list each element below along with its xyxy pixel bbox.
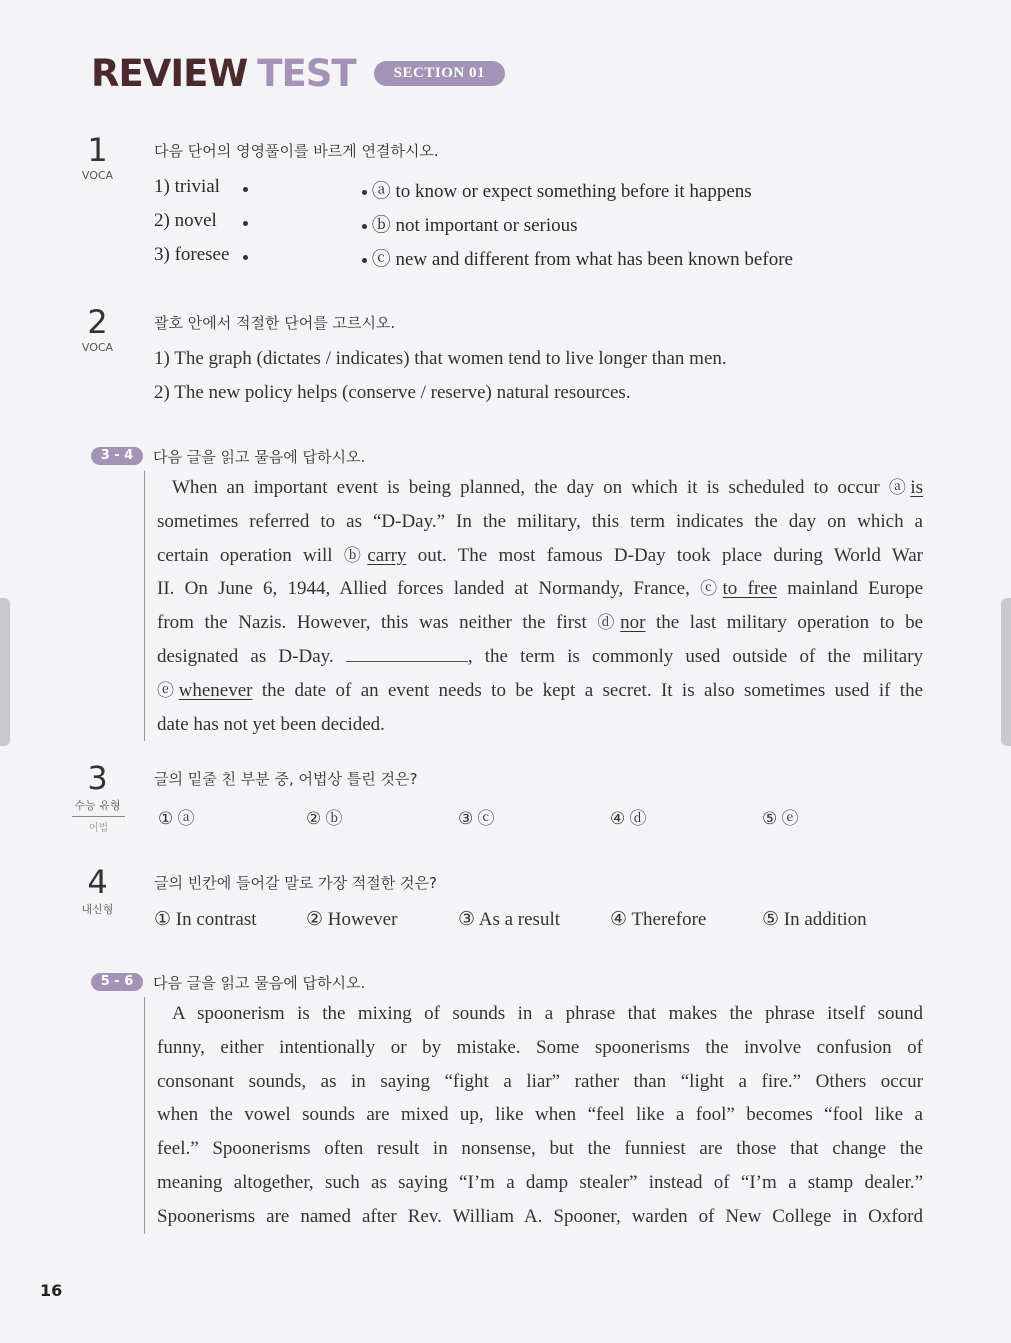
match-dot[interactable] [243,221,248,226]
q4-number: 4 [87,863,108,901]
q1-tag: VOCA [81,169,114,182]
q3-tag-grammar: 어법 [72,816,125,834]
q3-number-block [70,761,125,834]
q4-number-block [70,865,125,917]
match-dot[interactable] [243,255,248,260]
q3-option-4[interactable]: ④ ⓓ [610,809,647,828]
q1-definition-a: ⓐ to know or expect something before it happens [362,176,752,203]
q2-instruction: 괄호 안에서 적절한 단어를 고르시오. [154,314,396,332]
q2-item-1: 1) The graph (dictates / indicates) that women tend to live longer than men. [154,348,727,369]
passage-line: Spoonerisms are named after Rev. William A. Spooner, warden of New College in Oxford [157,1205,923,1227]
q2-item-2: 2) The new policy helps (conserve / reserve) natural resources. [154,382,631,403]
passage-line: date has not yet been decided. [157,713,385,735]
match-dot[interactable] [362,258,367,263]
q1-number: 1 [87,131,108,169]
right-scroll-handle[interactable] [1001,598,1011,746]
passage-line: funny, either intentionally or by mistake. Some spoonerisms the involve confusion of [157,1036,923,1058]
passage-line: feel.” Spoonerisms often result in nonsense, but the funniest are those that change the [157,1138,923,1160]
passage-line: designated as D-Day. , the term is commonly used outside of the military [157,640,923,674]
passage-3-4-badge: 3 - 4 [91,447,143,465]
q4-option-2[interactable]: ② However [306,909,398,930]
q4-instruction: 글의 빈칸에 들어갈 말로 가장 적절한 것은? [154,874,437,892]
passage-5-6-instruction: 다음 글을 읽고 물음에 답하시오. [153,974,366,992]
passage-line: When an important event is being planned, the day on which it is scheduled to occur ⓐis [172,477,924,498]
q2-tag: VOCA [81,341,114,354]
q3-option-2[interactable]: ② ⓑ [306,809,343,828]
passage-line: certain operation will ⓑcarry out. The most famous D-Day took place during World War [157,544,923,566]
q3-option-1[interactable]: ① ⓐ [158,809,195,828]
title-review: REVIEW [91,52,248,95]
answer-blank[interactable] [346,643,468,662]
q3-tag: 수능 유형 [74,799,121,812]
passage-5-6 [144,997,923,1234]
passage-3-4 [144,471,923,741]
q4-tag: 내신형 [81,903,114,916]
passage-line: sometimes referred to as “D-Day.” In the military, this term indicates the day on which a [157,510,923,532]
q1-word-2: 2) novel [154,210,217,232]
q4-option-4[interactable]: ④ Therefore [610,909,707,930]
underlined-a: is [910,477,924,498]
passage-line: ⓔwhenever the date of an event needs to be kept a secret. It is also sometimes used if the [157,679,924,701]
q1-word-3: 3) foresee [154,244,229,266]
passage-5-6-badge: 5 - 6 [91,973,143,991]
passage-line: consonant sounds, as in saying “fight a liar” rather than “light a fire.” Others occur [157,1070,923,1092]
q4-option-1[interactable]: ① In contrast [154,909,257,930]
match-dot[interactable] [362,190,367,195]
q1-definition-c: ⓒ new and different from what has been known before [362,244,793,271]
passage-3-4-instruction: 다음 글을 읽고 물음에 답하시오. [153,448,366,466]
q1-definition-b: ⓑ not important or serious [362,210,578,237]
left-scroll-handle[interactable] [0,598,10,746]
match-dot[interactable] [243,187,248,192]
q4-option-5[interactable]: ⑤ In addition [762,909,867,930]
q3-option-5[interactable]: ⑤ ⓔ [762,809,799,828]
passage-line: A spoonerism is the mixing of sounds in a phrase that makes the phrase itself sound [172,1003,923,1024]
match-dot[interactable] [362,224,367,229]
passage-line: from the Nazis. However, this was neither the first ⓓnor the last military operation to be [157,612,923,634]
underlined-c: to free [722,578,778,600]
q3-option-3[interactable]: ③ ⓒ [458,809,495,828]
q1-instruction: 다음 단어의 영영풀이를 바르게 연결하시오. [154,142,439,160]
q1-word-1: 1) trivial [154,176,220,198]
passage-line: II. On June 6, 1944, Allied forces landed at Normandy, France, ⓒto free mainland Europe [157,578,923,600]
section-badge: SECTION 01 [374,61,505,86]
q2-number: 2 [87,303,108,341]
underlined-e: whenever [178,679,253,701]
page-title [91,52,505,95]
title-test: TEST [257,52,356,95]
q3-number: 3 [87,759,108,797]
passage-line: when the vowel sounds are mixed up, like when “feel like a fool” becomes “fool like a [157,1104,923,1126]
q2-number-block [70,305,125,354]
passage-line: meaning altogether, such as saying “I’m a damp stealer” instead of “I’m a stamp dealer.” [157,1171,923,1193]
underlined-d: nor [620,612,646,634]
q3-instruction: 글의 밑줄 친 부분 중, 어법상 틀린 것은? [154,770,418,788]
q4-option-3[interactable]: ③ As a result [458,909,560,930]
underlined-b: carry [367,544,407,566]
page-number: 16 [40,1281,63,1300]
q1-number-block [70,133,125,182]
